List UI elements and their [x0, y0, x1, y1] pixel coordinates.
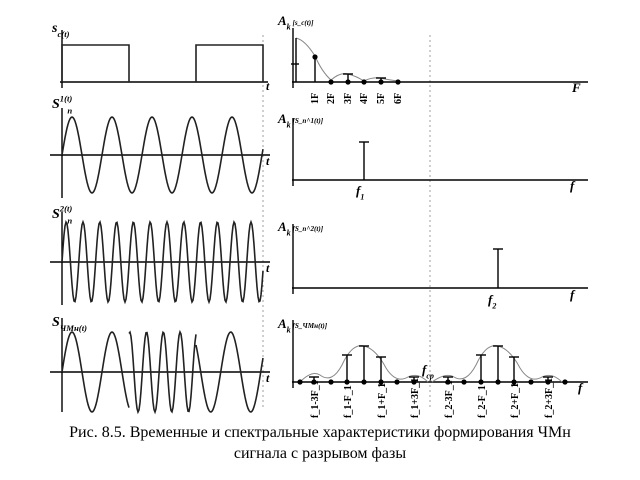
frequency-tick-label: f_1-F_1 — [343, 385, 354, 418]
frequency-marker-label: $f_1$ — [356, 183, 365, 202]
frequency-axis-label: f — [570, 178, 575, 193]
frequency-tick-label: f_2+F_1 — [510, 382, 521, 418]
spectral-dot — [395, 79, 400, 84]
frequency-marker-label: $f_2$ — [488, 292, 497, 311]
spectral-dot — [328, 79, 333, 84]
spectral-dot — [562, 379, 567, 384]
spectral-dot — [328, 379, 333, 384]
frequency-tick-label: 6F — [393, 92, 404, 104]
time-signal-label: $S^{1(t)}$ п — [52, 93, 73, 116]
spectral-dot — [297, 379, 302, 384]
frequency-tick-label: 3F — [343, 92, 354, 104]
spectral-dot — [394, 379, 399, 384]
frequency-tick-label: f_1-3F_1 — [310, 380, 321, 418]
caption-line-2: сигнала с разрывом фазы — [233, 445, 407, 462]
pulse-waveform — [62, 45, 263, 82]
spectral-dot — [461, 379, 466, 384]
frequency-axis-label: f — [578, 380, 583, 395]
frequency-tick-label: f_1+3F_1 — [410, 377, 421, 418]
spectral-dot — [345, 79, 350, 84]
time-axis-label: t — [266, 261, 270, 275]
spectrum-label: $A_k$ [S_п^2(t)] — [278, 219, 324, 238]
frequency-tick-label: 4F — [359, 92, 370, 104]
spectral-dot — [344, 379, 349, 384]
time-axis-label: t — [266, 371, 270, 385]
frequency-tick-label: f_1+F_1 — [377, 382, 388, 418]
time-signal-label: $S^{2(t)}$ п — [52, 203, 73, 226]
spectral-dot — [312, 54, 317, 59]
spectral-dot — [528, 379, 533, 384]
time-signal-label: $S_{ЧМн(t)}$ — [52, 315, 87, 333]
spectral-dot — [361, 379, 366, 384]
figure-caption — [0, 422, 640, 464]
frequency-axis-label: f — [570, 287, 575, 302]
spectral-dot — [478, 379, 483, 384]
caption-line-1: Рис. 8.5. Временные и спектральные характеристики формирования ЧМн — [69, 424, 571, 441]
frequency-tick-label: 1F — [310, 92, 321, 104]
frequency-tick-label: f_2-3F_1 — [444, 380, 455, 418]
spectrum-label: $A_k$ [S_ЧМн(t)] — [278, 316, 328, 335]
frequency-tick-label: f_2-F_1 — [477, 385, 488, 418]
spectral-dot — [495, 379, 500, 384]
frequency-axis-label: F — [572, 80, 581, 95]
frequency-tick-label: f_2+3F_1 — [544, 377, 555, 418]
spectrum-label: $A_k$ [s_c(t)] — [278, 13, 314, 32]
time-signal-label: $s_{c(t)}$ — [52, 21, 70, 39]
spectrum-label: $A_k$ [S_п^1(t)] — [278, 111, 324, 130]
spectral-dot — [361, 79, 366, 84]
frequency-tick-label: 5F — [376, 92, 387, 104]
frequency-marker-label: $f_{cp}$ — [422, 362, 434, 381]
time-axis-label: t — [266, 154, 270, 168]
frequency-tick-label: 2F — [326, 92, 337, 104]
time-axis-label: t — [266, 79, 270, 93]
spectral-dot — [378, 79, 383, 84]
